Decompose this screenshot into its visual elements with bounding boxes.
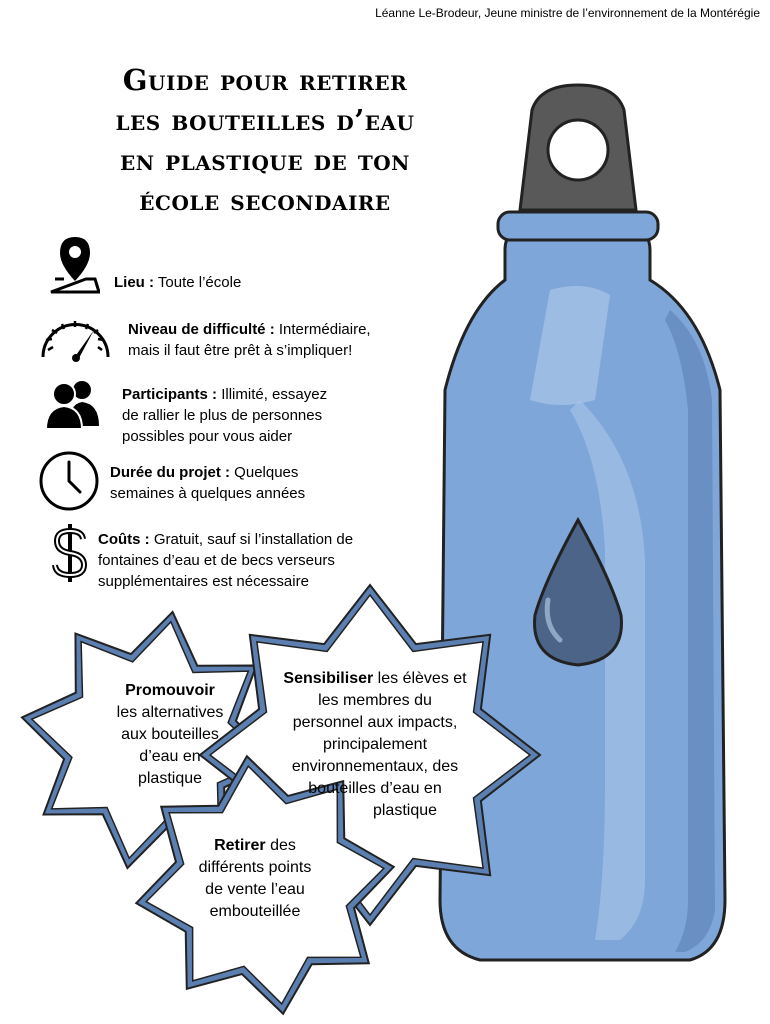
info-participants-line1: Illimité, essayez [217, 386, 328, 403]
info-couts-line2: fontaines d’eau et de becs verseurs [98, 552, 335, 569]
star-promouvoir-line: les alternatives [116, 704, 224, 721]
info-participants-line2: de rallier le plus de personnes [122, 407, 323, 424]
star-sensibiliser-line: environnementaux, des [291, 758, 459, 775]
star-promouvoir-line: d’eau en [139, 748, 201, 765]
info-duree-line1: Quelques [230, 464, 299, 481]
star-sensibiliser-line: bouteilles d’eau en [308, 780, 442, 797]
star-retirer-bold: Retirer [214, 837, 266, 854]
info-difficulte-line2: mais il faut être prêt à s’impliquer! [128, 342, 353, 359]
star-retirer-first: des [265, 837, 296, 854]
info-participants-line3: possibles pour vous aider [122, 428, 293, 445]
star-promouvoir-bold: Promouvoir [125, 682, 215, 699]
title-line-3: en plastique de ton [120, 143, 410, 177]
info-difficulte-label: Niveau de difficulté : [128, 321, 275, 338]
star-text-retirer [180, 835, 330, 923]
title-line-4: école secondaire [139, 183, 391, 217]
star-sensibiliser-line: les membres du [318, 692, 432, 709]
star-retirer-line: embouteillée [209, 903, 301, 920]
star-sensibiliser-line: plastique [372, 802, 438, 819]
info-couts-line1: Gratuit, sauf si l’installation de [149, 531, 354, 548]
star-text-sensibiliser [260, 668, 490, 822]
star-retirer-line: de vente l’eau [205, 881, 305, 898]
author-credit: Léanne Le-Brodeur, Jeune ministre de l’environnement de la Montérégie [375, 6, 760, 20]
info-duree-line2: semaines à quelques années [110, 485, 306, 502]
star-sensibiliser-bold: Sensibiliser [283, 670, 374, 687]
star-promouvoir-line: plastique [137, 770, 203, 787]
info-couts-label: Coûts : [98, 531, 150, 548]
info-couts-line3: supplémentaires est nécessaire [98, 573, 309, 590]
title-line-1: Guide pour retirer [122, 63, 408, 97]
star-text-promouvoir [90, 680, 250, 790]
info-lieu-text: Toute l’école [154, 274, 242, 291]
star-sensibiliser-first: les élèves et [373, 670, 467, 687]
info-lieu-label: Lieu : [114, 274, 154, 291]
star-sensibiliser-line: principalement [322, 736, 428, 753]
info-difficulte-line1: Intermédiaire, [274, 321, 371, 338]
title-line-2: les bouteilles d’eau [115, 103, 415, 137]
star-promouvoir-line: aux bouteilles [121, 726, 219, 743]
star-sensibiliser-line: personnel aux impacts, [292, 714, 458, 731]
info-duree-label: Durée du projet : [110, 464, 231, 481]
info-participants-label: Participants : [122, 386, 218, 403]
star-retirer-line: différents points [198, 859, 312, 876]
